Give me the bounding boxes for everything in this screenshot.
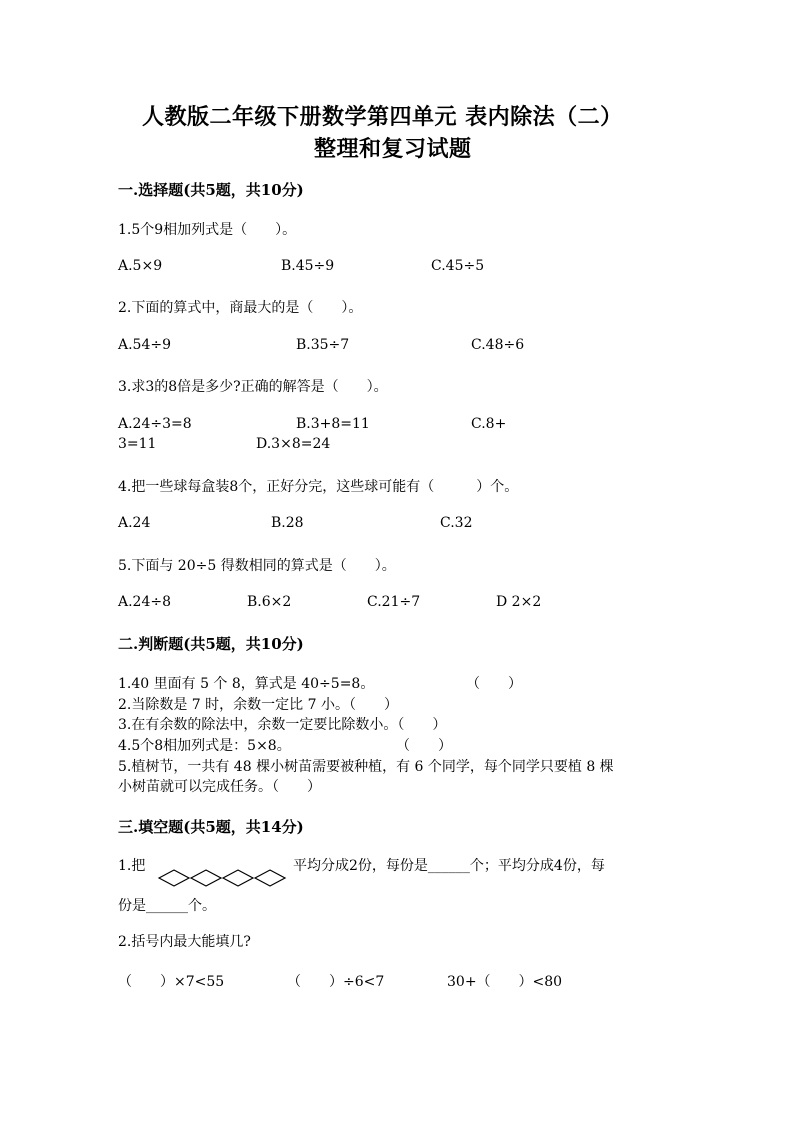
q4-option-c: C.32 bbox=[440, 515, 473, 531]
fill-1-rest: 平均分成2份，每份是______个；平均分成4份，每 bbox=[293, 858, 605, 874]
diamond-shape bbox=[159, 870, 189, 886]
diamond-shape bbox=[223, 870, 253, 886]
q2-option-a: A.54÷9 bbox=[118, 337, 172, 353]
diamond-shapes-figure bbox=[158, 866, 288, 890]
q1-option-a: A.5×9 bbox=[118, 258, 163, 274]
judge-4-text: 4.5个8相加列式是：5×8。 bbox=[118, 738, 291, 754]
page-title-line1: 人教版二年级下册数学第四单元 表内除法（二） bbox=[142, 104, 623, 130]
page-title-line2: 整理和复习试题 bbox=[314, 136, 472, 162]
q5-stem: 5.下面与 20÷5 得数相同的算式是（ ）。 bbox=[118, 558, 396, 574]
q1-option-c: C.45÷5 bbox=[431, 258, 485, 274]
judge-4-paren: （ ） bbox=[396, 738, 452, 754]
q2-stem: 2.下面的算式中，商最大的是（ ）。 bbox=[118, 300, 363, 316]
fill-1-line2: 份是______个。 bbox=[118, 898, 216, 914]
q3-option-d: D.3×8=24 bbox=[256, 436, 331, 452]
q4-stem: 4.把一些球每盒装8个，正好分完，这些球可能有（ ）个。 bbox=[118, 479, 519, 495]
q1-option-b: B.45÷9 bbox=[281, 258, 335, 274]
section3-heading: 三.填空题(共5题，共14分) bbox=[118, 818, 304, 836]
q3-option-b: B.3+8=11 bbox=[296, 416, 370, 432]
fill-2-stem: 2.括号内最大能填几? bbox=[118, 934, 251, 950]
q2-option-b: B.35÷7 bbox=[296, 337, 350, 353]
q3-stem: 3.求3的8倍是多少?正确的解答是（ ）。 bbox=[118, 379, 388, 395]
judge-2: 2.当除数是 7 时，余数一定比 7 小。（ ） bbox=[118, 697, 398, 713]
q4-option-b: B.28 bbox=[271, 515, 304, 531]
q1-stem: 1.5个9相加列式是（ ）。 bbox=[118, 222, 297, 238]
section2-heading: 二.判断题(共5题，共10分) bbox=[118, 635, 304, 653]
fill-2-expr-c: 30+（ ）<80 bbox=[447, 974, 563, 990]
judge-5-line2: 小树苗就可以完成任务。（ ） bbox=[118, 779, 321, 795]
diamond-shape bbox=[255, 870, 285, 886]
section1-heading: 一.选择题(共5题，共10分) bbox=[118, 181, 304, 199]
q5-option-b: B.6×2 bbox=[247, 594, 292, 610]
q3-option-c-part1: C.8+ bbox=[471, 416, 507, 432]
diamond-shape bbox=[191, 870, 221, 886]
judge-3: 3.在有余数的除法中，余数一定要比除数小。（ ） bbox=[118, 717, 447, 733]
q5-option-a: A.24÷8 bbox=[118, 594, 172, 610]
q5-option-c: C.21÷7 bbox=[367, 594, 421, 610]
q3-option-c-part2: 3=11 bbox=[118, 436, 157, 452]
fill-1-prefix: 1.把 bbox=[118, 858, 146, 874]
fill-2-expr-b: （ ）÷6<7 bbox=[287, 974, 385, 990]
q2-option-c: C.48÷6 bbox=[471, 337, 525, 353]
q5-option-d: D 2×2 bbox=[496, 594, 542, 610]
judge-5-line1: 5.植树节，一共有 48 棵小树苗需要被种植，有 6 个同学，每个同学只要植 8 棵 bbox=[118, 759, 614, 775]
judge-1-text: 1.40 里面有 5 个 8，算式是 40÷5=8。 bbox=[118, 676, 375, 692]
fill-2-expr-a: （ ）×7<55 bbox=[118, 974, 225, 990]
judge-1-paren: （ ） bbox=[466, 676, 522, 692]
q4-option-a: A.24 bbox=[118, 515, 151, 531]
q3-option-a: A.24÷3=8 bbox=[118, 416, 192, 432]
